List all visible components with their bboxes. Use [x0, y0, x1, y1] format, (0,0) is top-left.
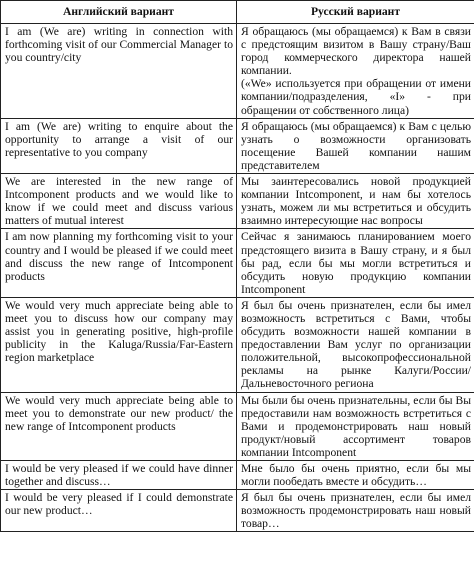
table-row [1, 24, 474, 119]
english-cell: I would be very pleased if I could demonstrate our new product… [1, 490, 237, 532]
table-row [1, 174, 474, 229]
english-cell: I am (We are) writing to enquire about the opportunity to arrange a visit of our representative to you company [1, 118, 237, 173]
table-row [1, 229, 474, 297]
russian-cell: Я был бы очень признателен, если бы имел возможность продемонстрировать наш новый товар… [237, 490, 474, 532]
table-row [1, 461, 474, 490]
english-cell: I am now planning my forthcoming visit to your country and I would be pleased if we could meet and discuss the new range of Intcomponent products [1, 229, 237, 297]
table-row [1, 490, 474, 532]
english-cell: I am (We are) writing in connection with forthcoming visit of our Commercial Manager to you country/city [1, 24, 237, 119]
russian-cell: Мне было бы очень приятно, если бы мы могли пообедать вместе и обсудить… [237, 461, 474, 490]
english-cell: We would very much appreciate being able to meet you to discuss how our company may assist you in generating positive, high-profile publicity in the Kaluga/Russia/Far-Eastern region marketplace [1, 297, 237, 392]
russian-cell [237, 24, 474, 119]
russian-text: Я обращаюсь (мы обращаемся) к Вам в связи с предстоящим визитом в Вашу страну/Ваш город коммерческого директора нашей компании. [241, 25, 471, 78]
header-russian: Русский вариант [237, 1, 474, 24]
russian-cell: Мы были бы очень признательны, если бы Вы предоставили нам возможность встретиться с Вами и продемонстрировать наш новый продукт/новый ассортимент товаров компании Intcomponent [237, 392, 474, 460]
english-cell: We are interested in the new range of Intcomponent products and we would like to know if we could meet and discuss various matters of mutual interest [1, 174, 237, 229]
table-row [1, 297, 474, 392]
table-row [1, 392, 474, 460]
english-cell: I would be very pleased if we could have dinner together and discuss… [1, 461, 237, 490]
russian-note: («We» используется при обращении от имени компании/подразделения, «I» - при обращении от собственного лица) [241, 77, 471, 117]
header-english: Английский вариант [1, 1, 237, 24]
table-header-row [1, 1, 474, 24]
table-row [1, 118, 474, 173]
russian-cell: Я был бы очень признателен, если бы имел возможность встретиться с Вами, чтобы обсудить возможности нашей компании в предоставлении Вам услуг по организации положительной, высокопрофессиональной рекламы на рынке Калуги/России/Дальневосточного региона [237, 297, 474, 392]
russian-cell: Мы заинтересовались новой продукцией компании Intcomponent, и нам бы хотелось узнать, можем ли мы встретиться и обсудить взаимно интересующие нас вопросы [237, 174, 474, 229]
russian-cell: Сейчас я занимаюсь планированием моего предстоящего визита в Вашу страну, и я был бы рад, если бы мы могли встретиться и обсудить новую продукцию компании Intcomponent [237, 229, 474, 297]
russian-cell: Я обращаюсь (мы обращаемся) к Вам с целью узнать о возможности организовать посещение Вашей компании нашим представителем [237, 118, 474, 173]
english-cell: We would very much appreciate being able to meet you to demonstrate our new product/ the new range of Intcomponent products [1, 392, 237, 460]
